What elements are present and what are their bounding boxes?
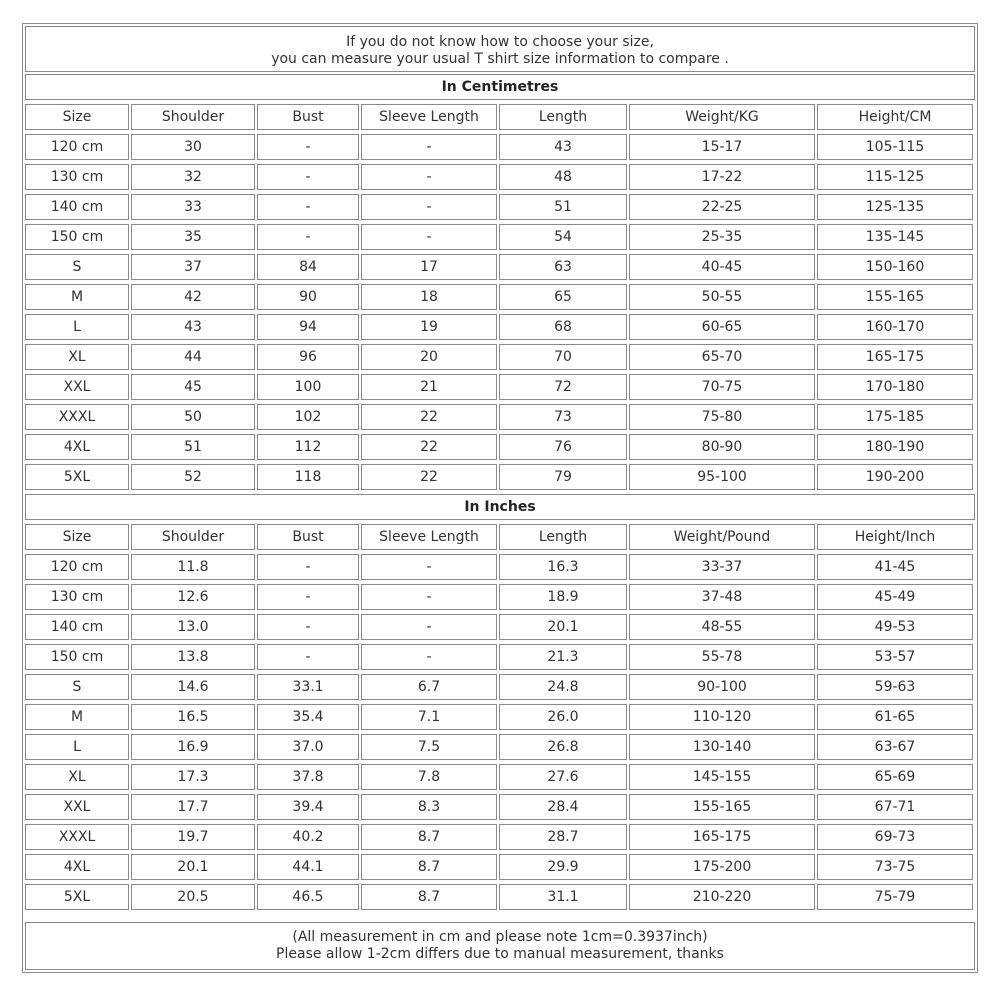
table-cell: - (257, 224, 359, 250)
table-cell: 50 (131, 404, 255, 430)
table-cell: XXL (25, 374, 129, 400)
table-cell: 120 cm (25, 554, 129, 580)
table-cell: S (25, 674, 129, 700)
table-cell: 44.1 (257, 854, 359, 880)
table-cell: 90 (257, 284, 359, 310)
table-cell: 140 cm (25, 614, 129, 640)
column-header: Sleeve Length (361, 524, 497, 550)
table-cell: 43 (131, 314, 255, 340)
table-cell: 75-80 (629, 404, 815, 430)
table-cell: 7.8 (361, 764, 497, 790)
table-cell: 52 (131, 464, 255, 490)
table-cell: 175-200 (629, 854, 815, 880)
table-cell: - (257, 164, 359, 190)
table-cell: 21.3 (499, 644, 627, 670)
table-cell: 4XL (25, 854, 129, 880)
column-header: Height/CM (817, 104, 973, 130)
table-cell: 165-175 (629, 824, 815, 850)
table-cell: 28.4 (499, 794, 627, 820)
table-cell: 8.3 (361, 794, 497, 820)
table-cell: 20.1 (499, 614, 627, 640)
table-cell: 165-175 (817, 344, 973, 370)
table-cell: 73-75 (817, 854, 973, 880)
table-cell: 48 (499, 164, 627, 190)
section-title: In Inches (25, 494, 975, 520)
table-cell: 7.1 (361, 704, 497, 730)
table-cell: 51 (499, 194, 627, 220)
table-cell: 135-145 (817, 224, 973, 250)
size-chart (22, 23, 978, 973)
table-cell: 150 cm (25, 644, 129, 670)
table-cell: XXXL (25, 404, 129, 430)
table-cell: 170-180 (817, 374, 973, 400)
table-cell: 22 (361, 464, 497, 490)
table-cell: 17.7 (131, 794, 255, 820)
table-cell: 42 (131, 284, 255, 310)
table-cell: 190-200 (817, 464, 973, 490)
table-cell: L (25, 314, 129, 340)
table-cell: 32 (131, 164, 255, 190)
table-cell: 26.0 (499, 704, 627, 730)
table-cell: 33-37 (629, 554, 815, 580)
table-cell: - (361, 644, 497, 670)
table-cell: 69-73 (817, 824, 973, 850)
table-cell: XL (25, 344, 129, 370)
table-cell: - (361, 194, 497, 220)
table-cell: M (25, 704, 129, 730)
table-cell: 28.7 (499, 824, 627, 850)
table-cell: 22-25 (629, 194, 815, 220)
table-cell: 8.7 (361, 824, 497, 850)
table-cell: 24.8 (499, 674, 627, 700)
table-cell: 40.2 (257, 824, 359, 850)
table-cell: - (257, 584, 359, 610)
table-cell: 53-57 (817, 644, 973, 670)
table-cell: 22 (361, 404, 497, 430)
column-header: Bust (257, 104, 359, 130)
footer-note (25, 922, 975, 970)
table-cell: 63-67 (817, 734, 973, 760)
table-cell: 210-220 (629, 884, 815, 910)
table-cell: 175-185 (817, 404, 973, 430)
table-cell: 16.9 (131, 734, 255, 760)
section-title: In Centimetres (25, 74, 975, 100)
table-cell: 110-120 (629, 704, 815, 730)
table-cell: XL (25, 764, 129, 790)
table-cell: 68 (499, 314, 627, 340)
table-cell: 18.9 (499, 584, 627, 610)
column-header: Size (25, 104, 129, 130)
table-cell: 29.9 (499, 854, 627, 880)
table-cell: 90-100 (629, 674, 815, 700)
table-cell: 8.7 (361, 884, 497, 910)
column-header: Bust (257, 524, 359, 550)
table-cell: 17-22 (629, 164, 815, 190)
table-cell: 44 (131, 344, 255, 370)
table-cell: XXXL (25, 824, 129, 850)
table-cell: 118 (257, 464, 359, 490)
table-cell: 150-160 (817, 254, 973, 280)
table-cell: 12.6 (131, 584, 255, 610)
table-cell: 49-53 (817, 614, 973, 640)
table-cell: 35.4 (257, 704, 359, 730)
table-cell: - (361, 134, 497, 160)
table-cell: 40-45 (629, 254, 815, 280)
table-cell: 31.1 (499, 884, 627, 910)
column-header: Shoulder (131, 104, 255, 130)
table-cell: 19 (361, 314, 497, 340)
table-cell: - (361, 614, 497, 640)
table-cell: 67-71 (817, 794, 973, 820)
table-cell: - (361, 224, 497, 250)
table-cell: 16.5 (131, 704, 255, 730)
table-cell: 112 (257, 434, 359, 460)
table-cell: - (257, 194, 359, 220)
table-cell: XXL (25, 794, 129, 820)
table-cell: 130 cm (25, 584, 129, 610)
table-cell: 4XL (25, 434, 129, 460)
table-cell: 6.7 (361, 674, 497, 700)
table-cell: 120 cm (25, 134, 129, 160)
table-cell: 54 (499, 224, 627, 250)
table-cell: 61-65 (817, 704, 973, 730)
table-cell: 130-140 (629, 734, 815, 760)
table-cell: 150 cm (25, 224, 129, 250)
table-cell: 65 (499, 284, 627, 310)
table-cell: S (25, 254, 129, 280)
table-cell: 46.5 (257, 884, 359, 910)
table-cell: 48-55 (629, 614, 815, 640)
table-cell: 33.1 (257, 674, 359, 700)
table-cell: 8.7 (361, 854, 497, 880)
intro-line-2: you can measure your usual T shirt size information to compare . (271, 51, 729, 67)
table-cell: 80-90 (629, 434, 815, 460)
intro-line-1: If you do not know how to choose your size, (346, 34, 654, 50)
table-cell: 37 (131, 254, 255, 280)
table-cell: 5XL (25, 884, 129, 910)
table-cell: 22 (361, 434, 497, 460)
table-cell: 26.8 (499, 734, 627, 760)
table-cell: 39.4 (257, 794, 359, 820)
column-header: Length (499, 104, 627, 130)
table-cell: 16.3 (499, 554, 627, 580)
table-cell: 84 (257, 254, 359, 280)
table-cell: 13.8 (131, 644, 255, 670)
table-cell: 72 (499, 374, 627, 400)
table-cell: - (361, 164, 497, 190)
table-cell: 70 (499, 344, 627, 370)
column-header: Shoulder (131, 524, 255, 550)
table-cell: 45-49 (817, 584, 973, 610)
table-cell: 100 (257, 374, 359, 400)
table-cell: 20.5 (131, 884, 255, 910)
table-cell: 55-78 (629, 644, 815, 670)
table-cell: 50-55 (629, 284, 815, 310)
table-cell: - (257, 614, 359, 640)
table-cell: L (25, 734, 129, 760)
table-cell: 15-17 (629, 134, 815, 160)
table-cell: 51 (131, 434, 255, 460)
intro-note (25, 26, 975, 72)
column-header: Weight/KG (629, 104, 815, 130)
table-cell: 96 (257, 344, 359, 370)
column-header: Weight/Pound (629, 524, 815, 550)
table-cell: 102 (257, 404, 359, 430)
table-cell: 95-100 (629, 464, 815, 490)
table-cell: 37-48 (629, 584, 815, 610)
table-cell: 60-65 (629, 314, 815, 340)
table-cell: 35 (131, 224, 255, 250)
table-cell: 18 (361, 284, 497, 310)
table-cell: 105-115 (817, 134, 973, 160)
column-header: Length (499, 524, 627, 550)
table-cell: 27.6 (499, 764, 627, 790)
table-cell: 160-170 (817, 314, 973, 340)
table-cell: 155-165 (629, 794, 815, 820)
table-cell: 30 (131, 134, 255, 160)
table-cell: 115-125 (817, 164, 973, 190)
table-cell: 21 (361, 374, 497, 400)
table-cell: - (361, 554, 497, 580)
table-cell: 130 cm (25, 164, 129, 190)
table-cell: - (257, 644, 359, 670)
table-cell: 45 (131, 374, 255, 400)
table-cell: 17 (361, 254, 497, 280)
table-cell: 20.1 (131, 854, 255, 880)
table-cell: 19.7 (131, 824, 255, 850)
table-cell: 41-45 (817, 554, 973, 580)
table-cell: 20 (361, 344, 497, 370)
table-cell: 125-135 (817, 194, 973, 220)
table-cell: 73 (499, 404, 627, 430)
table-cell: 37.0 (257, 734, 359, 760)
table-cell: 65-70 (629, 344, 815, 370)
table-cell: - (361, 584, 497, 610)
table-cell: 43 (499, 134, 627, 160)
column-header: Sleeve Length (361, 104, 497, 130)
footer-line-2: Please allow 1-2cm differs due to manual measurement, thanks (276, 946, 724, 962)
footer-line-1: (All measurement in cm and please note 1cm=0.3937inch) (292, 929, 708, 945)
table-cell: 75-79 (817, 884, 973, 910)
table-cell: 59-63 (817, 674, 973, 700)
table-cell: 63 (499, 254, 627, 280)
table-cell: 25-35 (629, 224, 815, 250)
table-cell: 79 (499, 464, 627, 490)
table-cell: M (25, 284, 129, 310)
table-cell: 17.3 (131, 764, 255, 790)
table-cell: 7.5 (361, 734, 497, 760)
column-header: Height/Inch (817, 524, 973, 550)
table-cell: 94 (257, 314, 359, 340)
table-cell: 145-155 (629, 764, 815, 790)
table-cell: 37.8 (257, 764, 359, 790)
table-cell: 14.6 (131, 674, 255, 700)
table-cell: 76 (499, 434, 627, 460)
table-cell: 11.8 (131, 554, 255, 580)
table-cell: 65-69 (817, 764, 973, 790)
table-cell: - (257, 134, 359, 160)
table-cell: 13.0 (131, 614, 255, 640)
table-cell: 140 cm (25, 194, 129, 220)
table-cell: 5XL (25, 464, 129, 490)
table-cell: 70-75 (629, 374, 815, 400)
table-cell: 155-165 (817, 284, 973, 310)
table-cell: 33 (131, 194, 255, 220)
table-cell: - (257, 554, 359, 580)
column-header: Size (25, 524, 129, 550)
table-cell: 180-190 (817, 434, 973, 460)
